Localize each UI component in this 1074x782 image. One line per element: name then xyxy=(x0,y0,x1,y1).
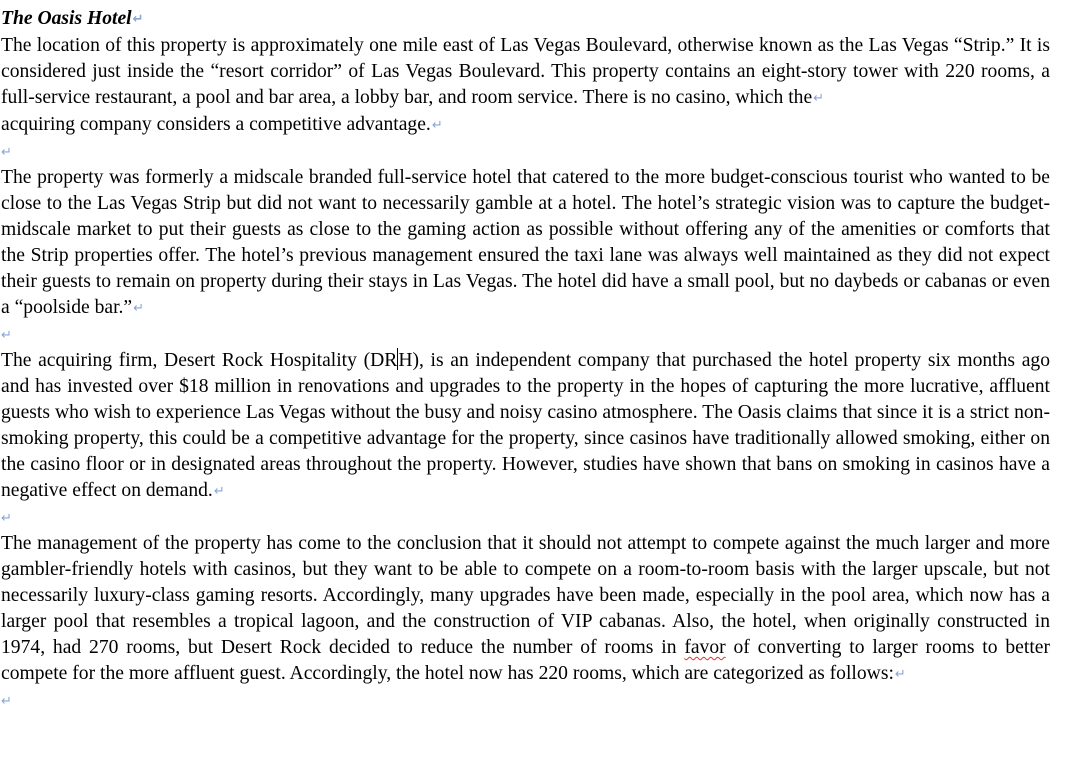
paragraph-management-text-end: of converting to larger rooms to better compete for the more affluent guest. Accordingly, the hotel now has 220 rooms, which are categorized as follows: xyxy=(1,637,1050,684)
paragraph-mark-icon: ↵ xyxy=(1,511,12,526)
paragraph-history-text: The property was formerly a midscale branded full-service hotel that catered to the more budget-conscious tourist who wanted to be close to the Las Vegas Strip but did not want to necessarily gamble at a hotel. The hotel’s strategic vision was to capture the budget-midscale market to put their guests as close to the gaming action as possible without offering any of the amenities or comforts that the Strip properties offer. The hotel’s previous management ensured the taxi lane was always well maintained as they did not expect their guests to remain on property during their stays in Las Vegas. The hotel did have a small pool, but no daybeds or cabanas or even a “poolside bar.” xyxy=(1,167,1050,318)
paragraph-location-continued-text: acquiring company considers a competitive advantage. xyxy=(1,114,431,135)
paragraph-acquiring-firm xyxy=(1,348,1050,505)
empty-paragraph xyxy=(1,688,1050,714)
empty-paragraph xyxy=(1,505,1050,531)
document-title xyxy=(1,6,1050,33)
empty-paragraph xyxy=(1,322,1050,348)
spellcheck-flagged-word[interactable]: favor xyxy=(684,637,726,658)
paragraph-management-text-start: The management of the property has come to the conclusion that it should not attempt to compete against the much larger and more gambler-friendly hotels with casinos, but they want to be able to compete on a room-to-room basis with the larger upscale, but not necessarily luxury-class gaming resorts. Accordingly, many upgrades have been made, especially in the pool area, which now has a larger pool that resembles a tropical lagoon, and the construction of VIP cabanas. Also, the hotel, when originally constructed in 1974, had 270 rooms, but Desert Rock decided to reduce the number of rooms in xyxy=(1,533,1050,658)
empty-paragraph xyxy=(1,139,1050,165)
paragraph-management xyxy=(1,531,1050,688)
title-text: The Oasis Hotel xyxy=(1,8,132,29)
paragraph-mark-icon: ↵ xyxy=(431,118,443,133)
paragraph-location xyxy=(1,33,1050,112)
paragraph-mark-icon: ↵ xyxy=(133,301,145,316)
paragraph-mark-icon: ↵ xyxy=(813,91,825,106)
paragraph-history xyxy=(1,165,1050,322)
document-body[interactable] xyxy=(1,6,1050,714)
paragraph-mark-icon: ↵ xyxy=(1,328,12,343)
paragraph-mark-icon: ↵ xyxy=(213,484,225,499)
paragraph-location-text: The location of this property is approximately one mile east of Las Vegas Boulevard, otherwise known as the Las Vegas “Strip.” It is considered just inside the “resort corridor” of Las Vegas Boulevard. This property contains an eight-story tower with 220 rooms, a full-service restaurant, a pool and bar area, a lobby bar, and room service. There is no casino, which the xyxy=(1,35,1050,108)
paragraph-mark-icon: ↵ xyxy=(132,12,144,27)
paragraph-acquiring-firm-text-end: H), is an independent company that purchased the hotel property six months ago and has invested over $18 million in renovations and upgrades to the property in the hopes of capturing the more lucrative, affluent guests who wish to experience Las Vegas without the busy and noisy casino atmosphere. The Oasis claims that since it is a strict non-smoking property, this could be a competitive advantage for the property, since casinos have traditionally allowed smoking, either on the casino floor or in designated areas throughout the property. However, studies have shown that bans on smoking in casinos have a negative effect on demand. xyxy=(1,350,1050,501)
paragraph-mark-icon: ↵ xyxy=(894,667,906,682)
paragraph-location-continued xyxy=(1,112,1050,139)
paragraph-mark-icon: ↵ xyxy=(1,694,12,709)
paragraph-acquiring-firm-text-start: The acquiring firm, Desert Rock Hospitality (DR xyxy=(1,350,398,371)
paragraph-mark-icon: ↵ xyxy=(1,145,12,160)
